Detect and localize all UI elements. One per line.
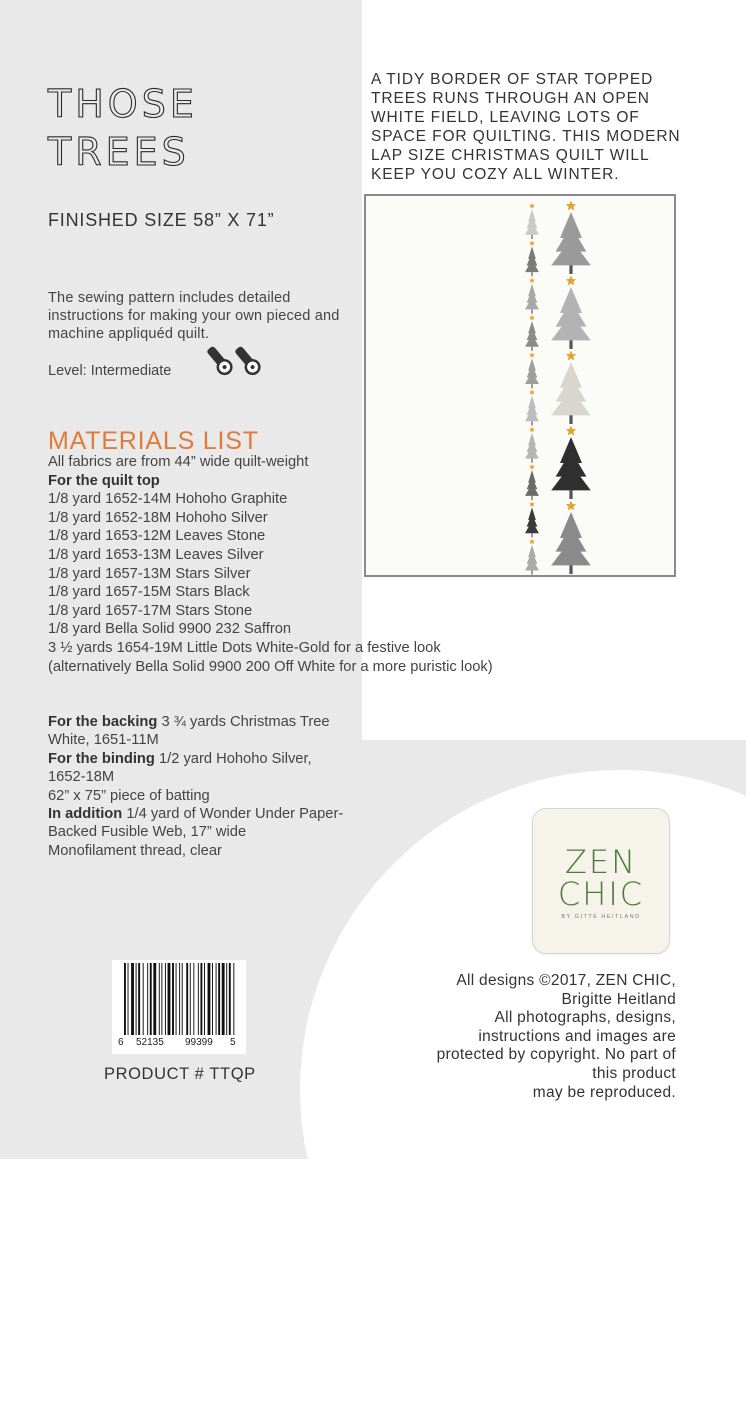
copyright-line: All photographs, designs, — [494, 1009, 676, 1027]
quilt-tree — [551, 212, 591, 274]
logo-byline: BY GITTE HEITLAND — [561, 914, 641, 920]
binding-line — [48, 750, 348, 787]
barcode-bars — [112, 960, 246, 1038]
materials-intro: All fabrics are from 44” wide quilt-weight — [48, 454, 309, 470]
quilt-tree — [525, 321, 539, 351]
product-number: PRODUCT # TTQP — [104, 1065, 256, 1083]
title-line-2: TREES — [48, 130, 190, 174]
addition-text: 1/4 yard of Wonder Under Paper-Backed Fusible Web, 17” wide — [48, 806, 344, 841]
tree-star — [529, 464, 535, 469]
tree-star — [529, 390, 535, 395]
tree-star — [566, 276, 576, 286]
copyright-notice — [356, 972, 676, 1102]
quilt-image — [364, 194, 676, 577]
binding-label: For the binding — [48, 750, 155, 767]
material-item: 3 ½ yards 1654-19M Little Dots White-Gold for a festive look — [48, 639, 441, 656]
logo-line-1: ZEN — [564, 843, 638, 881]
addition-line — [48, 805, 348, 842]
quilt-tree — [525, 507, 539, 537]
material-item: 1/8 yard 1657-13M Stars Silver — [48, 565, 251, 582]
barcode-digits-left: 52135 — [136, 1037, 164, 1048]
quilt-tree — [525, 545, 539, 575]
quilt-tree — [551, 287, 591, 349]
binding-text: 1/2 yard Hohoho Silver, 1652-18M — [48, 750, 312, 786]
additional-materials — [48, 713, 348, 860]
quilt-tree — [525, 470, 539, 500]
copyright-line: All designs ©2017, ZEN CHIC, — [456, 972, 676, 989]
material-item: (alternatively Bella Solid 9900 200 Off White for a more puristic look) — [48, 658, 493, 675]
quilt-intro-text: A TIDY BORDER OF STAR TOPPED TREES RUNS THROUGH AN OPEN WHITE FIELD, LEAVING LOTS OF SPACE FOR QUILTING. THIS MODERN LAP SIZE CHRISTMAS QUILT WILL KEEP YOU COZY ALL WINTER. — [371, 71, 681, 183]
quilt-tree — [525, 358, 539, 388]
copyright-line: this product — [592, 1064, 676, 1082]
material-item: 1/8 yard Bella Solid 9900 232 Saffron — [48, 621, 292, 638]
tree-star — [566, 351, 576, 361]
copyright-line: may be reproduced. — [532, 1083, 676, 1101]
backing-text: 3 ¾ yards Christmas Tree White, 1651-11M — [48, 714, 330, 749]
pattern-description: The sewing pattern includes detailed instructions for making your own pieced and machine appliquéd quilt. — [48, 290, 340, 342]
logo-line-2: CHIC — [557, 875, 645, 913]
rotary-cutter-icon — [204, 344, 270, 380]
barcode — [112, 960, 246, 1054]
quilt-tree — [525, 433, 539, 463]
quilt-tree — [551, 362, 591, 424]
materials-heading: MATERIALS LIST — [48, 426, 259, 455]
copyright-line: instructions and images are — [478, 1027, 676, 1045]
tree-star — [529, 315, 535, 320]
quilt-tree — [551, 437, 591, 499]
tree-star — [529, 203, 535, 208]
quilt-top-label: For the quilt top — [48, 472, 160, 489]
quilt-tree — [525, 284, 539, 314]
material-item: 1/8 yard 1653-12M Leaves Stone — [48, 528, 266, 545]
material-item: 1/8 yard 1652-18M Hohoho Silver — [48, 509, 268, 526]
quilt-tree — [551, 512, 591, 574]
tree-star — [529, 501, 535, 506]
barcode-digit-first: 6 — [118, 1037, 124, 1048]
material-item: 1/8 yard 1652-14M Hohoho Graphite — [48, 491, 288, 508]
tree-star — [529, 427, 535, 432]
tree-star — [529, 278, 535, 283]
backing-line — [48, 713, 348, 750]
material-item: 1/8 yard 1653-13M Leaves Silver — [48, 546, 264, 563]
copyright-line: Brigitte Heitland — [561, 990, 676, 1008]
tree-star — [566, 501, 576, 511]
batting-line: 62” x 75” piece of batting — [48, 787, 210, 804]
zen-chic-logo — [532, 808, 670, 954]
material-item: 1/8 yard 1657-15M Stars Black — [48, 584, 250, 601]
tree-star — [529, 240, 535, 245]
title-line-1: THOSE — [48, 82, 198, 126]
tree-star — [566, 201, 576, 211]
pattern-title — [48, 80, 198, 176]
thread-line: Monofilament thread, clear — [48, 842, 222, 859]
barcode-digit-last: 5 — [230, 1037, 236, 1048]
tree-star — [566, 426, 576, 436]
copyright-line: protected by copyright. No part of — [436, 1046, 676, 1064]
addition-label: In addition — [48, 806, 123, 823]
tree-star — [529, 539, 535, 544]
backing-label: For the backing — [48, 714, 158, 730]
material-item: 1/8 yard 1657-17M Stars Stone — [48, 602, 253, 619]
quilt-trees-illustration — [366, 196, 674, 575]
skill-level: Level: Intermediate — [48, 363, 172, 379]
tree-star — [529, 352, 535, 357]
barcode-digits-right: 99399 — [185, 1037, 213, 1048]
quilt-tree — [525, 396, 539, 426]
quilt-tree — [525, 246, 539, 276]
finished-size: FINISHED SIZE 58” X 71” — [48, 210, 275, 230]
quilt-tree — [525, 209, 539, 239]
